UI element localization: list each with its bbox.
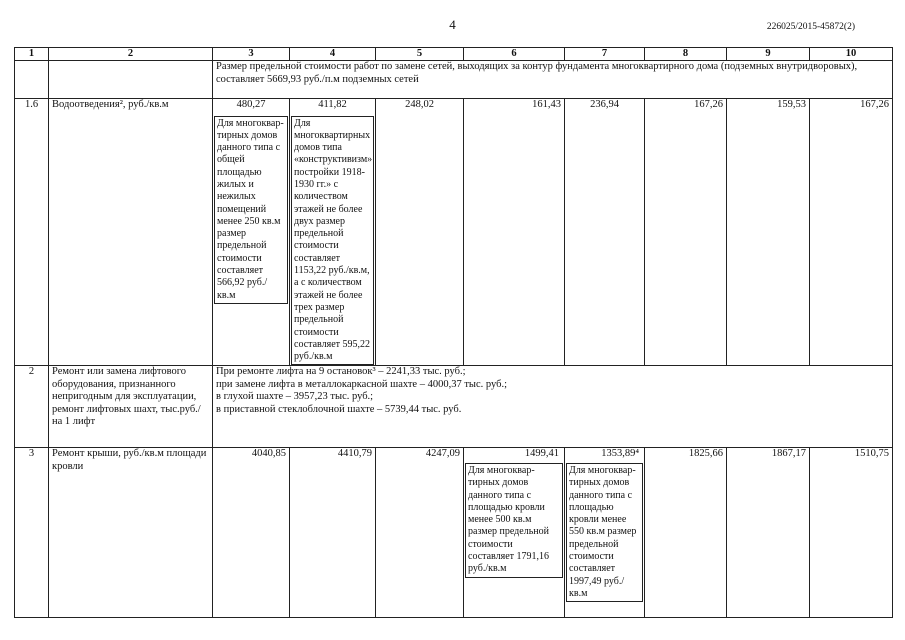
column-header: 3 [213,48,290,61]
value-cell [464,448,565,618]
cell-value: 411,82 [318,99,347,110]
empty-cell [15,61,49,99]
cost-limits-table [14,47,893,618]
table-row-water [15,99,893,366]
row-name: Ремонт или замена лифтового оборудования, признанного непригодным для эксплуатации, ремонт лифтовых шахт, тыс.руб./на 1 лифт [49,366,213,448]
table-row-lift [15,366,893,448]
column-header: 9 [727,48,810,61]
cell-value: 1499,41 [524,448,559,460]
row-name: Водоотведения², руб./кв.м [49,99,213,366]
cell-value: 1353,89⁴ [601,448,639,460]
value-cell: 236,94 [565,99,645,366]
network-note: Размер предельной стоимости работ по замене сетей, выходящих за контур фундамента многоквартирного дома (подземных внутридворовых), составляет 5669,93 руб./п.м подземных сетей [213,61,893,99]
cell-value: 480,27 [236,99,266,110]
lift-cost-line: При ремонте лифта на 9 остановок³ – 2241,33 тыс. руб.; [216,366,466,378]
cell-note: Для многоквар-тирных домов данного типа с общей площадью жилых и нежилых помещений менее 250 кв.м размер предельной стоимости составляет 566,92 руб./кв.м [214,116,288,304]
column-header: 8 [645,48,727,61]
value-cell: 161,43 [464,99,565,366]
cell-note: Для многоквар-тирных домов данного типа с площадью кровли менее 550 кв.м размер предельной стоимости составляет 1997,49 руб./кв.м [566,463,643,602]
value-cell: 4040,85 [213,448,290,618]
column-header: 6 [464,48,565,61]
cell-note: Для многоквар-тирных домов данного типа с площадью кровли менее 500 кв.м размер предельной стоимости составляет 1791,16 руб./кв.м [465,463,563,578]
table-row-roof [15,448,893,618]
lift-cost-line: при замене лифта в металлокаркасной шахте – 4000,37 тыс. руб.; [216,378,508,390]
value-cell: 4247,09 [376,448,464,618]
value-cell: 248,02 [376,99,464,366]
empty-cell [49,61,213,99]
column-header: 1 [15,48,49,61]
value-cell: 1510,75 [810,448,893,618]
cell-note: Для многоквартирных домов типа «конструктивизм» постройки 1918-1930 гг.» с количеством этажей не более двух размер предельной стоимости составляет 1153,22 руб./кв.м, а с количеством этажей не более трех размер предельной стоимости составляет 595,22 руб./кв.м [291,116,374,366]
column-header: 4 [290,48,376,61]
row-number: 1.6 [15,99,49,366]
column-header: 10 [810,48,893,61]
row-number: 2 [15,366,49,448]
column-header: 2 [49,48,213,61]
value-cell: 167,26 [810,99,893,366]
value-cell: 4410,79 [290,448,376,618]
value-cell: 167,26 [645,99,727,366]
row-number: 3 [15,448,49,618]
network-note-row [15,61,893,99]
lift-cost-line: в глухой шахте – 3957,23 тыс. руб.; [216,391,374,403]
page-number: 4 [449,17,456,32]
value-cell: 1867,17 [727,448,810,618]
lift-cost-details [213,366,893,448]
value-cell: 1825,66 [645,448,727,618]
value-cell [213,99,290,366]
row-name: Ремонт крыши, руб./кв.м площади кровли [49,448,213,618]
document-code: 226025/2015-45872(2) [766,22,855,32]
column-header: 5 [376,48,464,61]
value-cell: 159,53 [727,99,810,366]
value-cell [565,448,645,618]
column-header: 7 [565,48,645,61]
lift-cost-line: в приставной стеклоблочной шахте – 5739,44 тыс. руб. [216,403,462,415]
column-number-row [15,48,893,61]
value-cell [290,99,376,366]
